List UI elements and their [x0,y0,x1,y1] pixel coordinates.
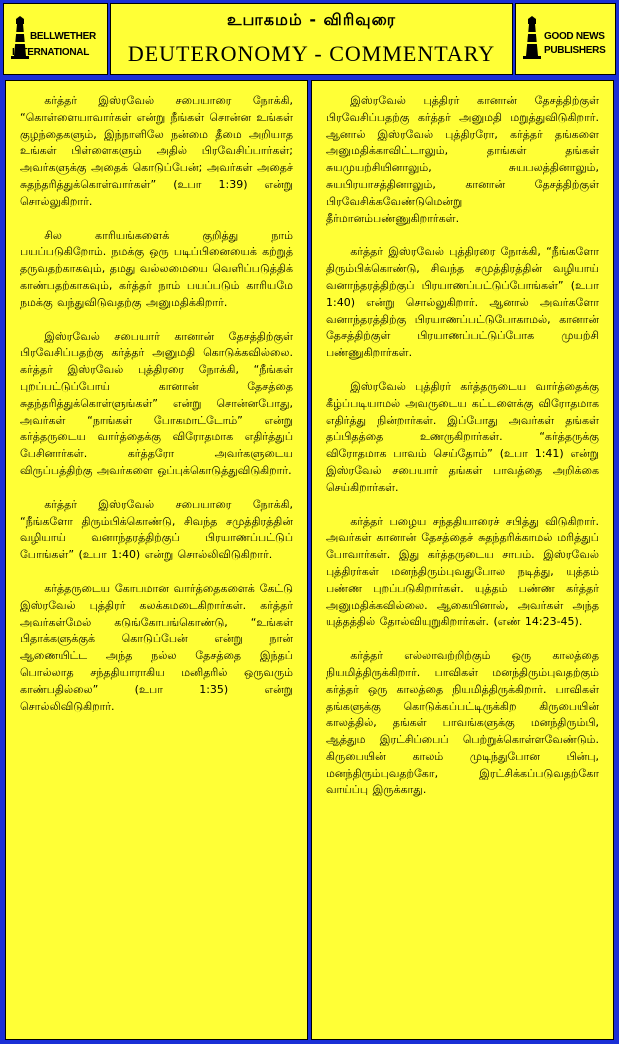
paragraph: கர்த்தர் இஸ்ரவேல் புத்திரரை நோக்கி, “நீங்களோ திரும்பிக்கொண்டு, சிவந்த சமுத்திரத்தின் வழியாய் வனாந்தரத்திற்குப் பிரயாணப்பட்டுப்போங்கள்” (உபா 1:40) என்று சொல்லுகிறார். ஆனால் அவர்களோ வனாந்தரத்திற்கு பிரயாணப்பட்டுபோகாமல், கானான் தேசத்திற்குள் பிரயாணப்பட்டுப்போக முயற்சி பண்ணுகிறார்கள். [326,245,599,360]
publisher-logo-left [3,3,108,75]
logo-right-line2: PUBLISHERS [544,45,606,56]
paragraph: இஸ்ரவேல் சபையார் கானான் தேசத்திற்குள் பிரவேசிப்பதற்கு கர்த்தர் அனுமதி கொடுக்கவில்லை. கர்த்தர் இஸ்ரவேல் புத்திரரை நோக்கி, “நீங்கள் புறப்பட்டுப்போய் கானான் தேசத்தை சுதந்தரித்துக்கொள்ளுங்கள்” என்று சொன்னபோது, அவர்கள் “நாங்கள் போகமாட்டோம்” என்று கர்த்தருடைய வார்த்தைக்கு விரோதமாக எதிர்த்துப் பேசினார்கள். கர்த்தரோ அவர்களுடைய விருப்பத்திற்கு அவர்களை ஒப்புக்கொடுத்துவிடுகிறார். [20,329,293,477]
paragraph: கர்த்தர் இஸ்ரவேல் சபையாரை நோக்கி, “நீங்களோ திரும்பிக்கொண்டு, சிவந்த சமுத்திரத்தின் வழியாய் வனாந்தரத்திற்குப் பிரயாணப்பட்டுப் போங்கள்” (உபா 1:40) என்று சொல்லிவிடுகிறார். [20,497,293,562]
logo-right-line1: GOOD NEWS [544,31,605,42]
paragraph: கர்த்தர் எல்லாவற்றிற்கும் ஒரு காலத்தை நியமித்திருக்கிறார். பாவிகள் மனந்திரும்புவதற்கும் கர்த்தர் ஒரு காலத்தை நியமித்திருக்கிறார். பாவிகள் தங்களுக்கு கொடுக்கப்பட்டிருக்கிற கிருபையின் காலத்தில், தங்கள் பாவங்களுக்கு மனந்திரும்பி, ஆத்தும இரட்சிப்பைப் பெற்றுக்கொள்ளவேண்டும். கிருபையின் காலம் முடிந்துபோன பின்பு, மனந்திரும்புவதற்கோ, இரட்சிக்கப்படுவதற்கோ வாய்ப்பு இருக்காது. [326,649,599,797]
paragraph: கர்த்தருடைய கோபமான வார்த்தைகளைக் கேட்டு இஸ்ரவேல் புத்திரர் கலக்கமடைகிறார்கள். கர்த்தர் அவர்கள்மேல் கடுங்கோபங்கொண்டு, “உங்கள் பிதாக்களுக்குக் கொடுப்பேன் என்று நான் ஆணையிட்ட அந்த நல்ல தேசத்தை இந்தப் பொல்லாத சந்ததியாராகிய மனிதரில் ஒருவரும் காண்பதில்லை” (உபா 1:35) என்று சொல்லிவிடுகிறார். [20,581,293,713]
paragraph: கர்த்தர் இஸ்ரவேல் சபையாரை நோக்கி, “கொள்ளையாவார்கள் என்று நீங்கள் சொன்ன உங்கள் குழந்தைகளும், இந்நாளிலே நன்மை தீமை அறியாத உங்கள் பிள்ளைகளும் அதில் பிரவேசிப்பார்கள்; அவர்களுக்கு அதைக் கொடுப்பேன்; அவர்கள் அதைச் சுதந்தரித்துக்கொள்வார்கள்” (உபா 1:39) என்று சொல்லுகிறார். [20,94,293,208]
lighthouse-icon [522,16,542,60]
title-panel [110,3,513,75]
logo-left-line1: BELLWETHER [30,31,96,42]
left-column [5,80,308,1040]
paragraph: இஸ்ரவேல் புத்திரர் கானான் தேசத்திற்குள் பிரவேசிப்பதற்கு கர்த்தர் அனுமதி மறுத்துவிடுகிறார். ஆனால் இஸ்ரவேல் புத்திரரோ, கர்த்தர் தங்களை அனுமதிக்காவிட்டாலும், தாங்கள் தங்கள் சுயமுயற்சியினாலும், சுயபலத்தினாலும், சுயபிரயாசத்தினாலும், கானான் தேசத்திற்குள் பிரவேசிக்கவேண்டுமென்று தீர்மானம்பண்ணுகிறார்கள். [326,94,599,225]
page-header [3,3,616,77]
tamil-title: உபாகமம் - விரிவுரை [227,10,396,29]
logo-left-line2: INTERNATIONAL [12,47,90,58]
english-title: DEUTERONOMY - COMMENTARY [127,41,496,66]
paragraph: கர்த்தர் பழைய சந்ததியாரைச் சபித்து விடுகிறார். அவர்கள் கானான் தேசத்தைச் சுதந்தரிக்காமல் மரித்துப் போவார்கள். இது கர்த்தருடைய சாபம். இஸ்ரவேல் புத்திரர்கள் மனந்திரும்புவதுபோல நடித்து, யுத்தம் பண்ண புறப்படுகிறார்கள். யுத்தம் பண்ண கர்த்தர் அனுமதிக்கவில்லை. ஆகையினால், அவர்கள் அந்த யுத்தத்தில் தோல்வியுறுகிறார்கள். (எண் 14:23-45). [326,514,599,629]
publisher-logo-right [515,3,616,75]
right-column [311,80,614,1040]
paragraph: இஸ்ரவேல் புத்திரர் கர்த்தருடைய வார்த்தைக்கு கீழ்ப்படியாமல் அவருடைய கட்டளைக்கு விரோதமாக எதிர்த்து நின்றார்கள். இப்போது அவர்கள் தங்கள் தப்பிதத்தை உணருகிறார்கள். “கர்த்தருக்கு விரோதமாக பாவம் செய்தோம்” (உபா 1:41) என்று இஸ்ரவேல் சபையார் தங்கள் பாவத்தை அறிக்கை செய்கிறார்கள். [326,379,599,494]
paragraph: சில காரியங்களைக் குறித்து நாம் பயப்படுகிறோம். நமக்கு ஒரு படிப்பினையைக் கற்றுத் தருவதற்காகவும், தமது வல்லமையை வெளிப்படுத்திக் காண்பதற்காகவும், கர்த்தர் நாம் பயப்படும் காரியமே நமக்கு வந்துவிடுவதற்கு அனுமதிக்கிறார். [20,228,293,309]
